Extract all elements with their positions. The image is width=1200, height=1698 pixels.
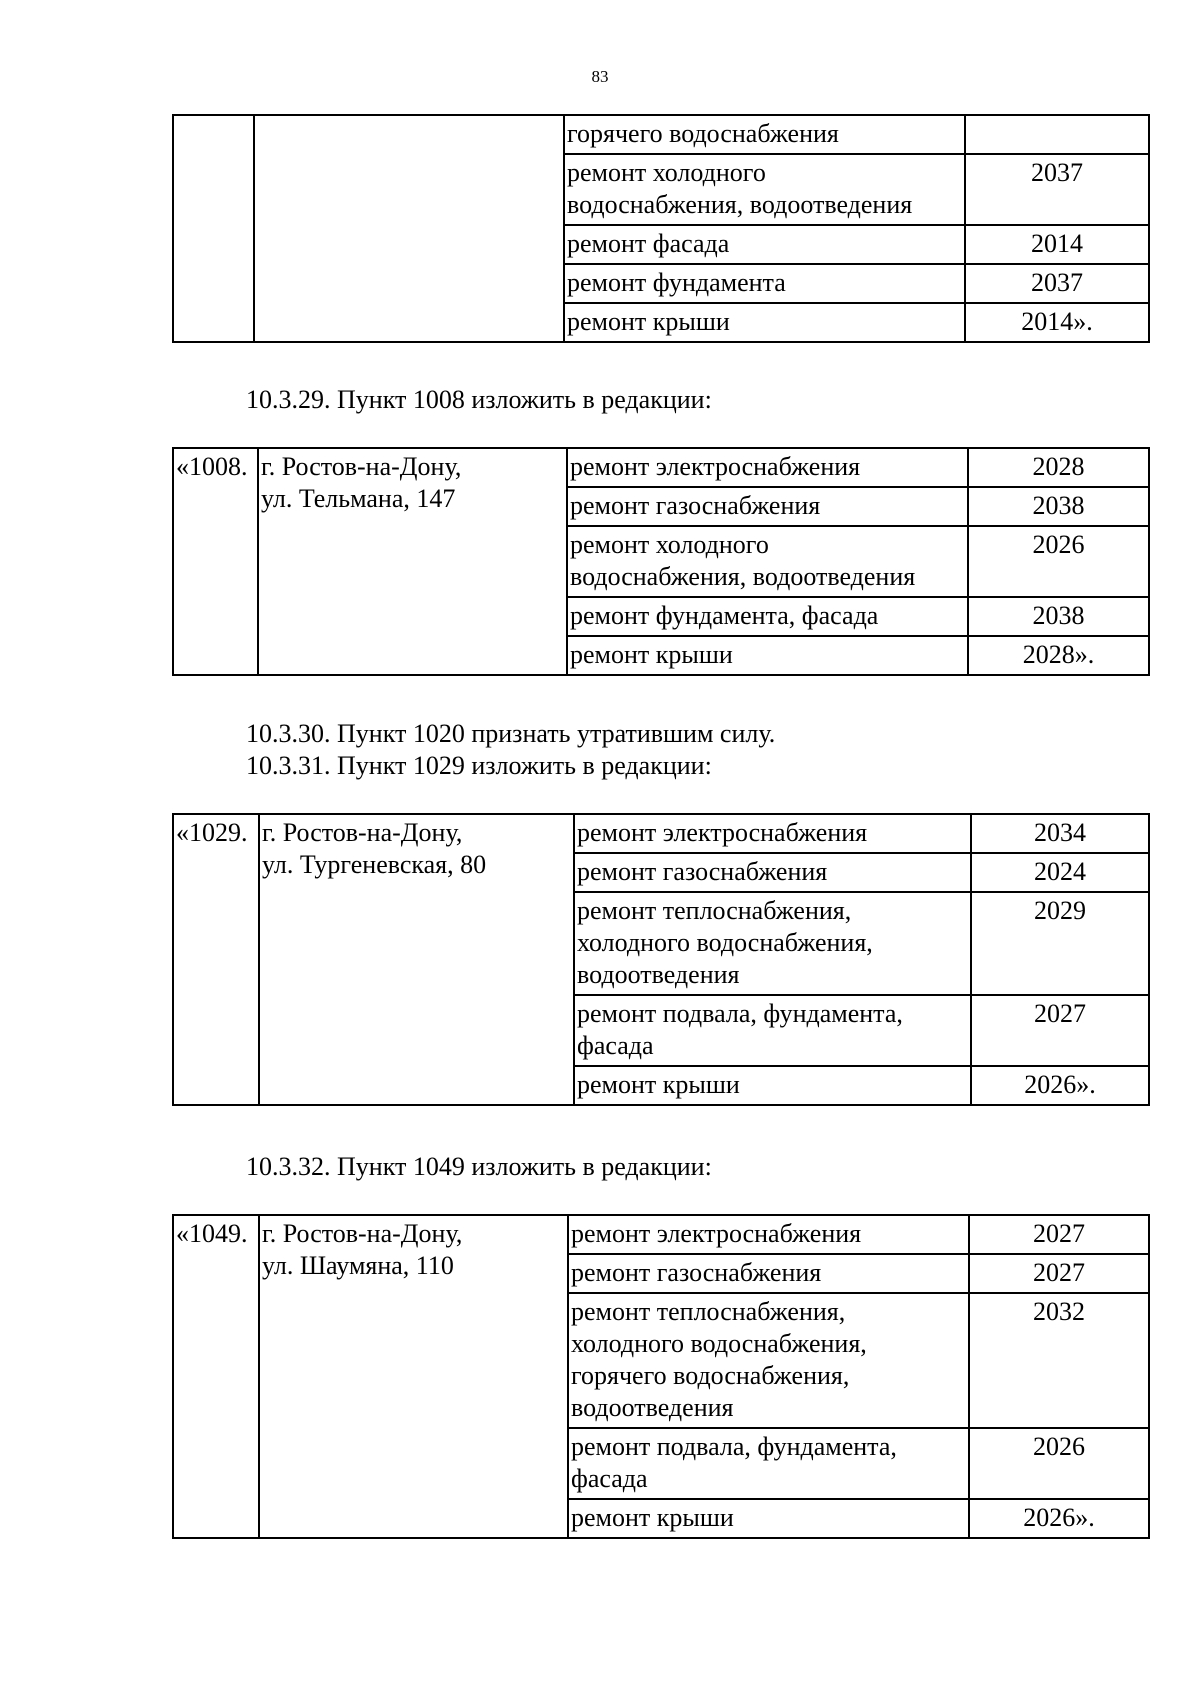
work-line: ремонт крыши <box>570 640 733 669</box>
work-line: водоотведения <box>577 960 740 989</box>
work-cell <box>567 487 968 526</box>
work-line: холодного водоснабжения, <box>577 928 873 957</box>
work-cell <box>568 1293 969 1428</box>
work-line: холодного водоснабжения, <box>571 1329 867 1358</box>
work-cell <box>574 814 971 853</box>
work-line: фасада <box>571 1464 648 1493</box>
work-cell <box>567 526 968 597</box>
work-line: ремонт подвала, фундамента, <box>571 1432 897 1461</box>
work-line: ремонт подвала, фундамента, <box>577 999 903 1028</box>
work-line: водоснабжения, водоотведения <box>570 562 916 591</box>
year-cell: 2026 <box>968 526 1149 597</box>
work-cell <box>564 154 965 225</box>
work-cell <box>568 1428 969 1499</box>
year-cell: 2028 <box>968 448 1149 487</box>
table-item-1029 <box>172 813 1150 1106</box>
year-cell: 2029 <box>971 892 1149 995</box>
year-cell <box>965 115 1149 154</box>
year-cell: 2027 <box>971 995 1149 1066</box>
work-line: ремонт холодного <box>567 158 766 187</box>
year-cell: 2037 <box>965 154 1149 225</box>
work-line: ремонт газоснабжения <box>571 1258 822 1287</box>
address-cell <box>259 1215 568 1538</box>
address-line: г. Ростов-на-Дону, <box>262 1219 463 1248</box>
address-cell <box>258 448 567 675</box>
work-line: ремонт теплоснабжения, <box>577 896 852 925</box>
paragraph-10-3-31: 10.3.31. Пункт 1029 изложить в редакции: <box>246 751 712 780</box>
year-cell: 2026». <box>971 1066 1149 1105</box>
address-line: ул. Шаумяна, 110 <box>262 1251 454 1280</box>
address-line: г. Ростов-на-Дону, <box>261 452 462 481</box>
year-cell: 2038 <box>968 487 1149 526</box>
work-cell <box>567 448 968 487</box>
work-line: ремонт электроснабжения <box>577 818 868 847</box>
work-line: фасада <box>577 1031 654 1060</box>
work-line: ремонт крыши <box>567 307 730 336</box>
address-line: ул. Тельмана, 147 <box>261 484 456 513</box>
work-line: ремонт крыши <box>571 1503 734 1532</box>
year-cell: 2026 <box>969 1428 1149 1499</box>
table-row <box>173 115 1149 154</box>
work-cell <box>564 303 965 342</box>
item-number-cell: «1008. <box>173 448 258 675</box>
work-line: горячего водоснабжения <box>567 119 839 148</box>
table-item-1008 <box>172 447 1150 676</box>
work-cell <box>564 264 965 303</box>
paragraph-10-3-30: 10.3.30. Пункт 1020 признать утратившим силу. <box>246 719 776 748</box>
work-line: ремонт электроснабжения <box>570 452 861 481</box>
table-row <box>173 1215 1149 1254</box>
work-line: ремонт электроснабжения <box>571 1219 862 1248</box>
paragraph-10-3-32: 10.3.32. Пункт 1049 изложить в редакции: <box>246 1152 712 1181</box>
work-cell <box>568 1215 969 1254</box>
year-cell: 2014». <box>965 303 1149 342</box>
year-cell: 2027 <box>969 1254 1149 1293</box>
work-cell <box>574 995 971 1066</box>
address-cell <box>259 814 574 1105</box>
year-cell: 2034 <box>971 814 1149 853</box>
year-cell: 2028». <box>968 636 1149 675</box>
table-row <box>173 448 1149 487</box>
work-cell <box>568 1499 969 1538</box>
paragraph-10-3-29: 10.3.29. Пункт 1008 изложить в редакции: <box>246 385 712 414</box>
work-cell <box>567 597 968 636</box>
year-cell: 2037 <box>965 264 1149 303</box>
work-cell <box>574 1066 971 1105</box>
table-row <box>173 814 1149 853</box>
item-number-cell: «1029. <box>173 814 259 1105</box>
year-cell: 2026». <box>969 1499 1149 1538</box>
work-line: горячего водоснабжения, <box>571 1361 850 1390</box>
table-continued <box>172 114 1150 343</box>
work-line: ремонт холодного <box>570 530 769 559</box>
work-line: водоотведения <box>571 1393 734 1422</box>
work-cell <box>574 853 971 892</box>
year-cell: 2027 <box>969 1215 1149 1254</box>
work-cell <box>568 1254 969 1293</box>
work-line: ремонт крыши <box>577 1070 740 1099</box>
work-line: ремонт фундамента <box>567 268 786 297</box>
work-line: ремонт фасада <box>567 229 730 258</box>
address-cell <box>254 115 564 342</box>
work-cell <box>564 115 965 154</box>
work-cell <box>567 636 968 675</box>
work-line: ремонт теплоснабжения, <box>571 1297 846 1326</box>
work-cell <box>564 225 965 264</box>
work-line: ремонт газоснабжения <box>577 857 828 886</box>
work-line: ремонт фундамента, фасада <box>570 601 879 630</box>
year-cell: 2032 <box>969 1293 1149 1428</box>
year-cell: 2014 <box>965 225 1149 264</box>
work-line: водоснабжения, водоотведения <box>567 190 913 219</box>
work-line: ремонт газоснабжения <box>570 491 821 520</box>
table-item-1049 <box>172 1214 1150 1539</box>
page-number: 83 <box>591 67 609 86</box>
year-cell: 2038 <box>968 597 1149 636</box>
item-number-cell: «1049. <box>173 1215 259 1538</box>
year-cell: 2024 <box>971 853 1149 892</box>
number-cell <box>173 115 254 342</box>
address-line: г. Ростов-на-Дону, <box>262 818 463 847</box>
work-cell <box>574 892 971 995</box>
address-line: ул. Тургеневская, 80 <box>262 850 487 879</box>
